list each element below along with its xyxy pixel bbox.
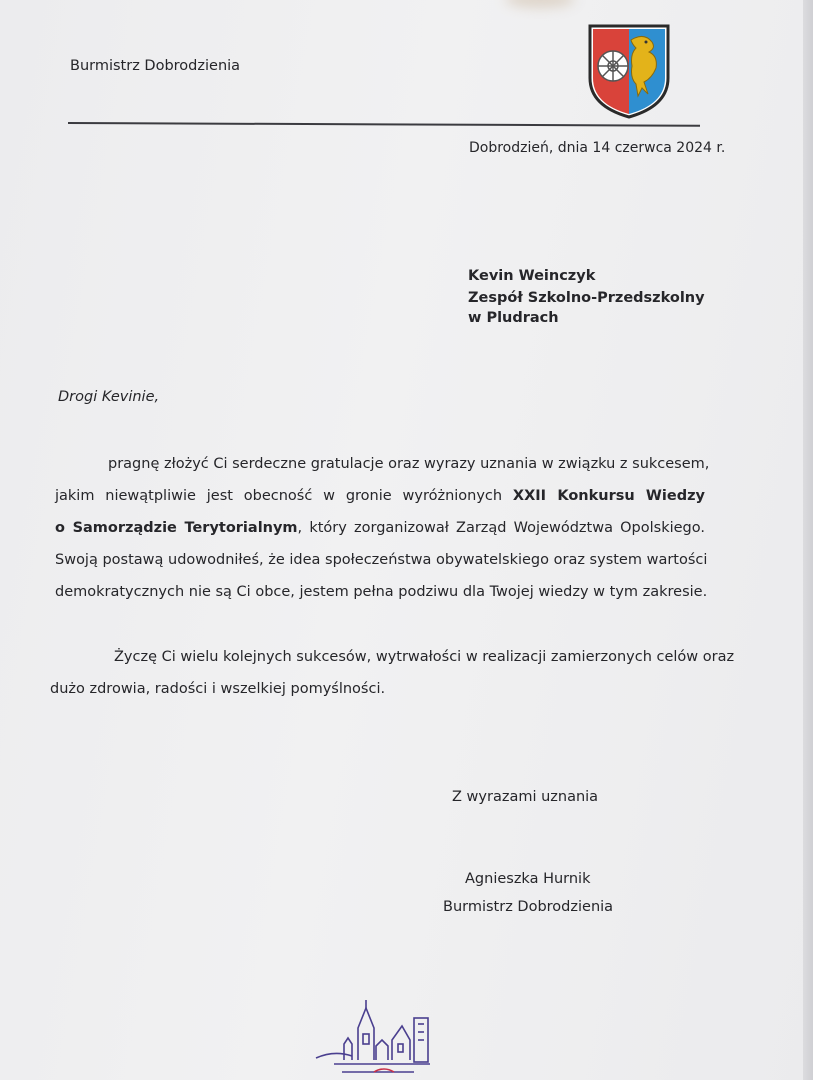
body-text: , który zorganizował Zarząd Województwa Opolskiego. bbox=[297, 520, 705, 536]
coat-of-arms-icon bbox=[586, 22, 672, 120]
recipient-place: w Pludrach bbox=[468, 310, 559, 326]
signatory-name: Agnieszka Hurnik bbox=[465, 871, 591, 887]
body-line bbox=[55, 448, 710, 480]
letterhead-org: Burmistrz Dobrodzienia bbox=[70, 58, 241, 74]
recipient-name: Kevin Weinczyk bbox=[468, 268, 596, 284]
body-line bbox=[50, 673, 705, 705]
greeting: Drogi Kevinie, bbox=[58, 389, 160, 405]
body-paragraph-2 bbox=[50, 641, 735, 705]
body-line bbox=[55, 576, 708, 608]
contest-name-bold: XXII Konkursu Wiedzy bbox=[512, 488, 705, 504]
body-text: demokratycznych nie są Ci obce, jestem pełna podziwu dla Twojej wiedzy w tym zakresie. bbox=[55, 584, 708, 600]
church-skyline-logo-icon bbox=[314, 1000, 434, 1080]
signatory-title: Burmistrz Dobrodzienia bbox=[443, 899, 614, 915]
body-line bbox=[55, 480, 705, 512]
body-paragraph-1 bbox=[55, 448, 710, 608]
body-text: Życzę Ci wielu kolejnych sukcesów, wytrwałości w realizacji zamierzonych celów oraz bbox=[114, 649, 735, 665]
body-line bbox=[55, 544, 708, 576]
contest-name-bold: o Samorządzie Terytorialnym bbox=[55, 520, 298, 536]
body-text: jakim niewątpliwie jest obecność w gronie wyróżnionych bbox=[55, 488, 513, 504]
body-text: Swoją postawą udowodniłeś, że idea społeczeństwa obywatelskiego oraz system wartości bbox=[55, 552, 708, 568]
date-line: Dobrodzień, dnia 14 czerwca 2024 r. bbox=[469, 140, 726, 156]
paper-edge bbox=[803, 0, 813, 1080]
recipient-school: Zespół Szkolno-Przedszkolny bbox=[468, 290, 705, 306]
closing-phrase: Z wyrazami uznania bbox=[452, 789, 599, 805]
body-line bbox=[50, 641, 735, 673]
body-text: pragnę złożyć Ci serdeczne gratulacje oraz wyrazy uznania w związku z sukcesem, bbox=[108, 456, 710, 472]
body-line bbox=[55, 512, 705, 544]
body-text: dużo zdrowia, radości i wszelkiej pomyślności. bbox=[50, 681, 386, 697]
